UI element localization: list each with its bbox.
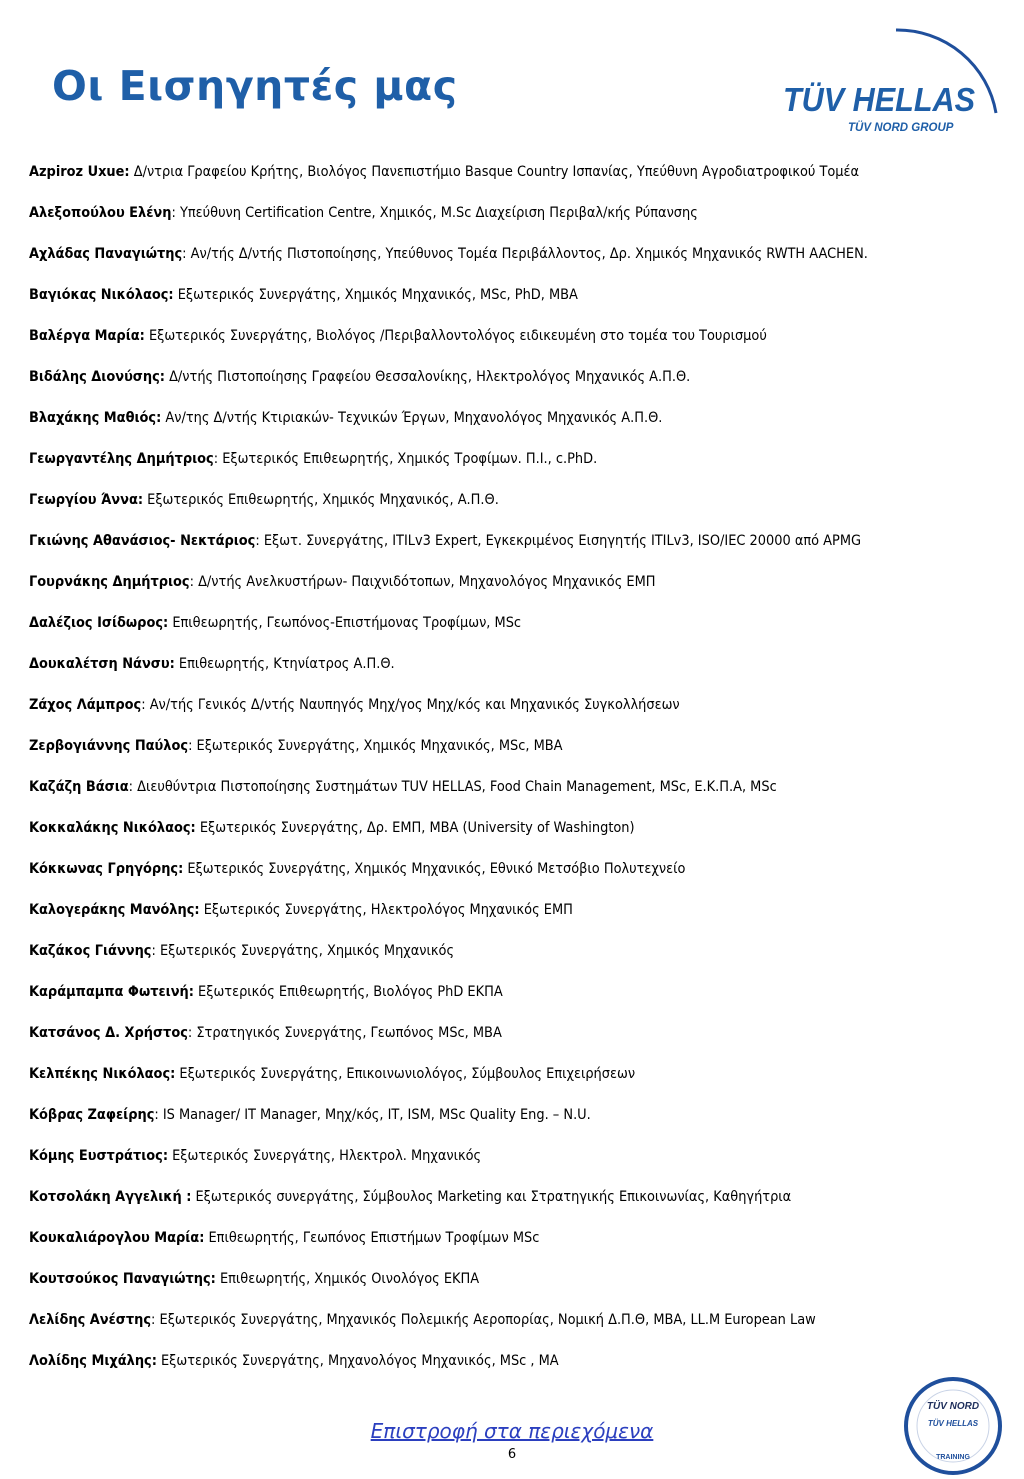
speaker-entry	[29, 978, 1014, 1019]
speaker-name: Γεωργαντέλης Δημήτριος	[29, 451, 214, 467]
speaker-name: Κουκαλιάρογλου Μαρία:	[29, 1230, 205, 1246]
speaker-entry	[29, 773, 1014, 814]
speaker-description: : Αν/τής Γενικός Δ/ντής Ναυπηγός Μηχ/γος Μηχ/κός και Μηχανικός Συγκολλήσεων	[141, 697, 680, 713]
page-number: 6	[507, 1447, 517, 1462]
speaker-entry	[29, 1142, 1014, 1183]
speaker-entry	[29, 363, 1014, 404]
speaker-name: Δουκαλέτση Νάνσυ:	[29, 656, 175, 672]
speaker-name: Καζάκος Γιάννης	[29, 943, 152, 959]
speaker-entry	[29, 1019, 1014, 1060]
speaker-description: : Διευθύντρια Πιστοποίησης Συστημάτων TUV HELLAS, Food Chain Management, MSc, Ε.Κ.Π.Α, MSc	[128, 779, 777, 795]
speaker-name: Δαλέζιος Ισίδωρος:	[29, 615, 169, 631]
speaker-name: Καλογεράκης Μανόλης:	[29, 902, 200, 918]
speaker-entry	[29, 486, 1014, 527]
back-to-contents-link[interactable]: Επιστροφή στα περιεχόμενα	[370, 1419, 654, 1443]
speaker-entry	[29, 650, 1014, 691]
speaker-entry	[29, 1060, 1014, 1101]
speaker-description: : Δ/ντής Ανελκυστήρων- Παιχνιδότοπων, Μηχανολόγος Μηχανικός ΕΜΠ	[189, 574, 656, 590]
speaker-description: Εξωτερικός Επιθεωρητής, Βιολόγος PhD ΕΚΠΑ	[193, 984, 503, 1000]
speaker-entry	[29, 1224, 1014, 1265]
speaker-entry	[29, 1183, 1014, 1224]
speaker-name: Γεωργίου Άννα:	[29, 492, 144, 508]
speaker-description: Επιθεωρητής, Γεωπόνος-Επιστήμονας Τροφίμων, MSc	[168, 615, 522, 631]
badge-middle-text: TÜV HELLAS	[927, 1419, 979, 1428]
speaker-description: : Εξωτερικός Επιθεωρητής, Χημικός Τροφίμων. Π.Ι., c.PhD.	[213, 451, 598, 467]
page-title: Οι Εισηγητές μας	[52, 62, 458, 110]
speaker-name: Ζάχος Λάμπρος	[29, 697, 142, 713]
logo-brand-text: TÜV HELLAS	[783, 81, 975, 118]
speaker-entry	[29, 199, 1014, 240]
speaker-description: Εξωτερικός Συνεργάτης, Χημικός Μηχανικός, MSc, PhD, MBA	[173, 287, 578, 303]
speaker-name: Κόμης Ευστράτιος:	[29, 1148, 169, 1164]
speaker-description: Εξωτερικός Συνεργάτης, Δρ. ΕΜΠ, MBA (University of Washington)	[195, 820, 635, 836]
speaker-name: Azpiroz Uxue:	[29, 164, 130, 180]
speaker-name: Βαλέργα Μαρία:	[29, 328, 145, 344]
speaker-entry	[29, 814, 1014, 855]
speaker-entry	[29, 1347, 1014, 1388]
speaker-entry	[29, 1306, 1014, 1347]
speaker-name: Κοκκαλάκης Νικόλαος:	[29, 820, 196, 836]
badge-top-text: TÜV NORD	[926, 1401, 980, 1412]
speaker-name: Κόκκωνας Γρηγόρης:	[29, 861, 184, 877]
tuv-hellas-logo	[778, 18, 1008, 143]
speaker-name: Κατσάνος Δ. Χρήστος	[29, 1025, 188, 1041]
speaker-description: : Εξωτ. Συνεργάτης, ITILv3 Expert, Εγκεκριμένος Εισηγητής ITILv3, ISO/IEC 20000 από APMG	[255, 533, 862, 549]
speaker-description: Εξωτερικός Συνεργάτης, Μηχανολόγος Μηχανικός, MSc , MA	[156, 1353, 559, 1369]
speaker-name: Καζάζη Βάσια	[29, 779, 129, 795]
speaker-description: : Αν/τής Δ/ντής Πιστοποίησης, Υπεύθυνος Τομέα Περιβάλλοντος, Δρ. Χημικός Μηχανικός RWTH AACHEN.	[182, 246, 868, 262]
speaker-entry	[29, 322, 1014, 363]
speaker-description: Αν/της Δ/ντής Κτιριακών- Τεχνικών Έργων, Μηχανολόγος Μηχανικός Α.Π.Θ.	[161, 410, 663, 426]
tuv-nord-training-badge	[903, 1376, 1003, 1476]
speaker-entry	[29, 240, 1014, 281]
speaker-description: : Εξωτερικός Συνεργάτης, Χημικός Μηχανικός, MSc, MBA	[188, 738, 563, 754]
speaker-name: Κόβρας Ζαφείρης	[29, 1107, 155, 1123]
speaker-description: Δ/ντής Πιστοποίησης Γραφείου Θεσσαλονίκης, Ηλεκτρολόγος Μηχανικός Α.Π.Θ.	[164, 369, 691, 385]
speaker-description: Εξωτερικός Συνεργάτης, Χημικός Μηχανικός, Εθνικό Μετσόβιο Πολυτεχνείο	[183, 861, 686, 877]
speaker-description: : Υπεύθυνη Certification Centre, Χημικός, M.Sc Διαχείριση Περιβαλ/κής Ρύπανσης	[171, 205, 698, 221]
badge-bottom-text: TRAINING	[936, 1454, 970, 1461]
speaker-name: Κοτσολάκη Αγγελική :	[29, 1189, 192, 1205]
speaker-description: Επιθεωρητής, Γεωπόνος Επιστήμων Τροφίμων MSc	[204, 1230, 540, 1246]
speaker-name: Αλεξοπούλου Ελένη	[29, 205, 172, 221]
speaker-name: Βιδάλης Διονύσης:	[29, 369, 165, 385]
speaker-entry	[29, 732, 1014, 773]
speaker-description: Εξωτερικός Συνεργάτης, Ηλεκτρολ. Μηχανικός	[168, 1148, 482, 1164]
speaker-name: Λελίδης Ανέστης	[29, 1312, 152, 1328]
speaker-entry	[29, 609, 1014, 650]
speaker-description: Εξωτερικός Συνεργάτης, Ηλεκτρολόγος Μηχανικός ΕΜΠ	[199, 902, 573, 918]
speaker-entry	[29, 1101, 1014, 1142]
speaker-name: Καράμπαμπα Φωτεινή:	[29, 984, 194, 1000]
speaker-description: : Στρατηγικός Συνεργάτης, Γεωπόνος MSc, MBA	[187, 1025, 502, 1041]
speaker-description: Εξωτερικός Συνεργάτης, Βιολόγος /Περιβαλλοντολόγος ειδικευμένη στο τομέα του Τουρισμού	[144, 328, 767, 344]
speaker-entry	[29, 281, 1014, 322]
speaker-entry	[29, 896, 1014, 937]
speaker-entry	[29, 527, 1014, 568]
speaker-description: Επιθεωρητής, Χημικός Οινολόγος ΕΚΠΑ	[215, 1271, 480, 1287]
speaker-description: Δ/ντρια Γραφείου Κρήτης, Βιολόγος Πανεπιστήμιο Basque Country Ισπανίας, Υπεύθυνη Αγροδιατροφικού Τομέα	[129, 164, 860, 180]
speaker-description: Επιθεωρητής, Κτηνίατρος Α.Π.Θ.	[174, 656, 395, 672]
speaker-name: Κουτσούκος Παναγιώτης:	[29, 1271, 216, 1287]
speaker-entry	[29, 404, 1014, 445]
speaker-name: Βλαχάκης Μαθιός:	[29, 410, 162, 426]
speaker-name: Κελπέκης Νικόλαος:	[29, 1066, 176, 1082]
speaker-description: Εξωτερικός συνεργάτης, Σύμβουλος Marketing και Στρατηγικής Επικοινωνίας, Καθηγήτρια	[191, 1189, 792, 1205]
logo-group-text: TÜV NORD GROUP	[848, 122, 954, 134]
speaker-name: Γκιώνης Αθανάσιος- Νεκτάριος	[29, 533, 256, 549]
speaker-entry	[29, 568, 1014, 609]
speaker-description: : IS Manager/ IT Manager, Μηχ/κός, IT, ISM, MSc Quality Eng. – N.U.	[154, 1107, 591, 1123]
speaker-entry	[29, 855, 1014, 896]
speaker-entry	[29, 937, 1014, 978]
speaker-name: Γουρνάκης Δημήτριος	[29, 574, 190, 590]
speaker-entry	[29, 445, 1014, 486]
speaker-name: Ζερβογιάννης Παύλος	[29, 738, 189, 754]
speakers-list	[29, 158, 1014, 1388]
speaker-description: : Εξωτερικός Συνεργάτης, Μηχανικός Πολεμικής Αεροπορίας, Νομική Δ.Π.Θ, MBA, LL.M European Law	[151, 1312, 816, 1328]
speaker-name: Βαγιόκας Νικόλαος:	[29, 287, 174, 303]
speaker-entry	[29, 691, 1014, 732]
speaker-name: Λολίδης Μιχάλης:	[29, 1353, 157, 1369]
speaker-entry	[29, 1265, 1014, 1306]
speaker-entry	[29, 158, 1014, 199]
speaker-name: Αχλάδας Παναγιώτης	[29, 246, 183, 262]
speaker-description: Εξωτερικός Επιθεωρητής, Χημικός Μηχανικός, Α.Π.Θ.	[143, 492, 499, 508]
speaker-description: : Εξωτερικός Συνεργάτης, Χημικός Μηχανικός	[151, 943, 455, 959]
speaker-description: Εξωτερικός Συνεργάτης, Επικοινωνιολόγος, Σύμβουλος Επιχειρήσεων	[175, 1066, 636, 1082]
